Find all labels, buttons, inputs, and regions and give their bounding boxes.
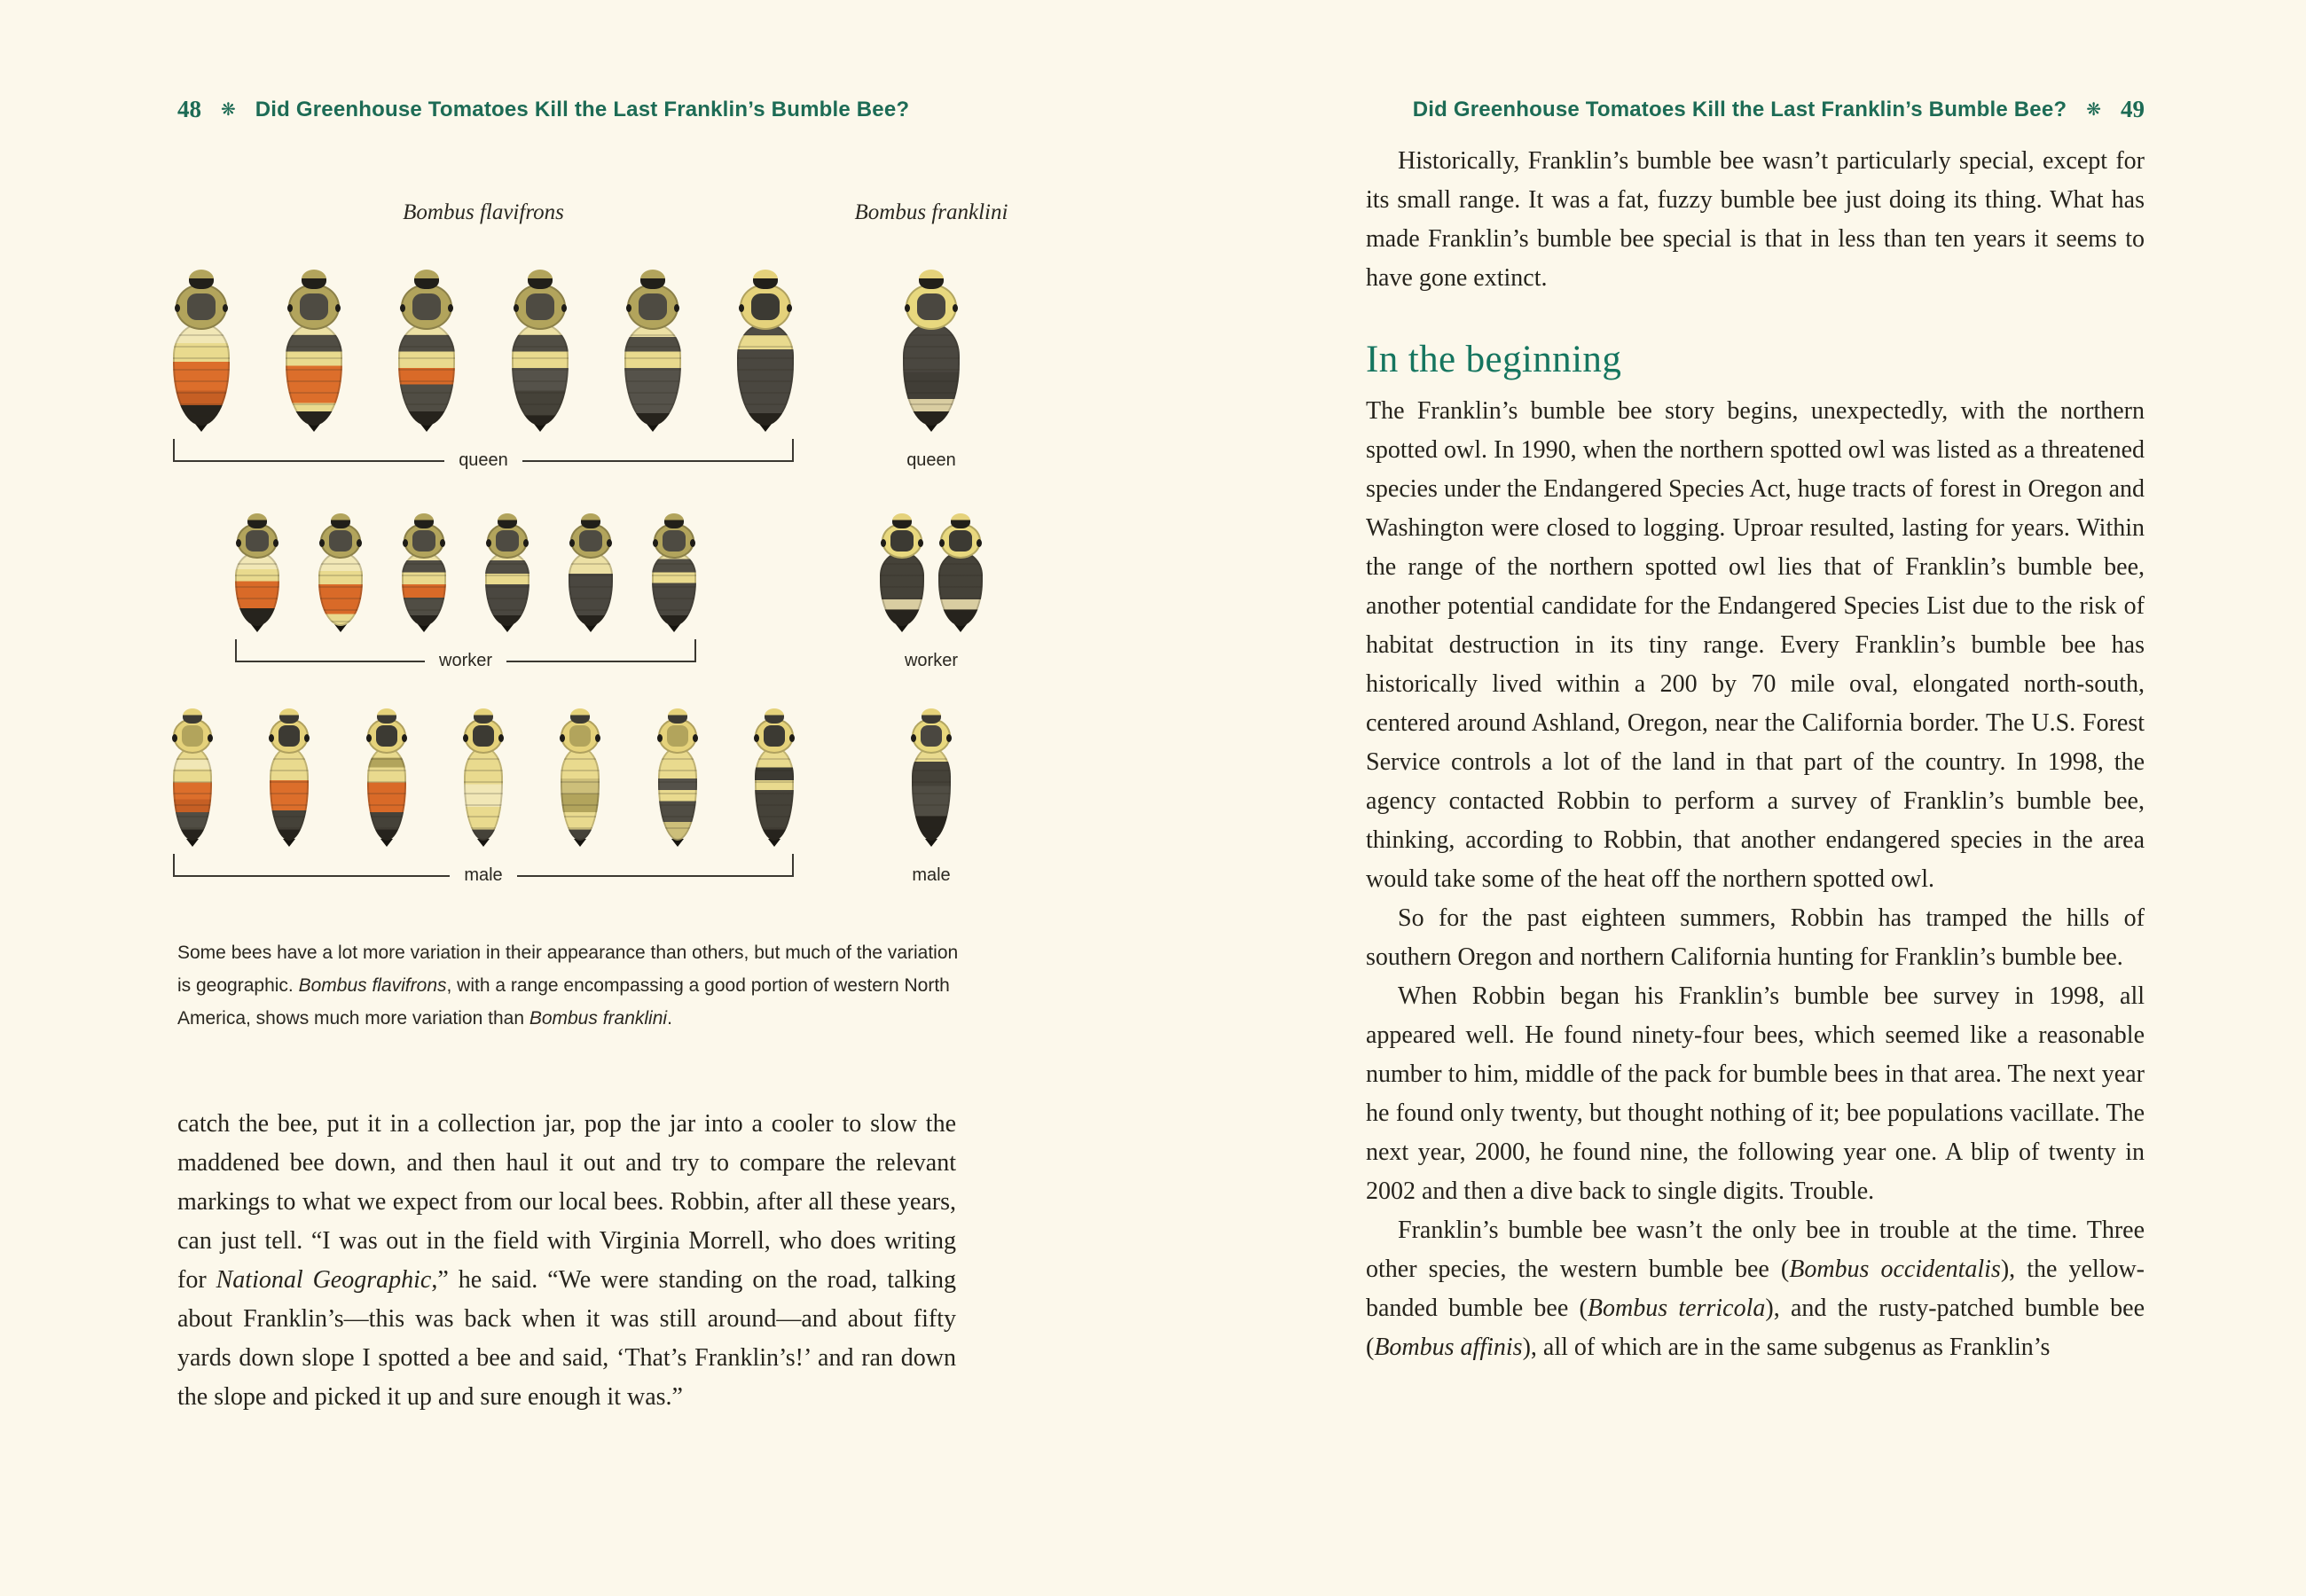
bee-illustration: [235, 513, 279, 632]
bracket-line: [237, 661, 425, 662]
bracket-tick: [173, 439, 175, 462]
bee-thorax: [912, 718, 951, 754]
text-segment: catch the bee, put it in a collection jar, pop the jar into a cooler to slow the maddened bee down, and then haul it out and try to compare the relevant markings to what we expect from our local bees. Robbin, after all these years, can just tell. “I was out in the field with Virginia Morrell, who does writing for: [177, 1110, 956, 1294]
bee-abdomen: [398, 323, 455, 426]
text-segment: So for the past eighteen summers, Robbin has tramped the hills of southern Oregon and northern California hunting for Franklin’s bumble bee.: [1366, 904, 2145, 971]
bee-abdomen: [624, 323, 681, 426]
bee-head: [302, 270, 326, 289]
bee-head: [414, 270, 439, 289]
bee-head: [581, 513, 600, 528]
bee-thorax: [658, 718, 697, 754]
bee-head: [570, 708, 590, 724]
bee-thorax-core: [921, 725, 942, 746]
bee-abdomen: [402, 552, 446, 626]
franklini-bees: [851, 708, 1011, 847]
bee-head: [668, 708, 687, 724]
bee-thorax: [320, 523, 361, 559]
bee-illustration: [903, 270, 960, 432]
bee-thorax-core: [751, 293, 780, 320]
bee-thorax: [940, 523, 981, 559]
bee-thorax-core: [412, 530, 435, 551]
bee-thorax-core: [412, 293, 441, 320]
flavifrons-bees: [235, 513, 696, 632]
bee-abdomen: [903, 323, 960, 426]
bee-head: [498, 513, 517, 528]
flavifrons-group: [235, 513, 696, 671]
bee-head: [331, 513, 350, 528]
figure-row-male: [173, 708, 1016, 886]
franklini-group: [851, 270, 1011, 471]
bee-abdomen: [658, 747, 697, 841]
bracket-tick: [694, 639, 696, 662]
bracket-tick: [173, 854, 175, 877]
bee-thorax: [464, 718, 503, 754]
bee-abdomen: [938, 552, 983, 626]
bee-abdomen: [235, 552, 279, 626]
bee-head: [892, 513, 912, 528]
running-head-title-left: Did Greenhouse Tomatoes Kill the Last Franklin’s Bumble Bee?: [255, 97, 910, 121]
bee-thorax: [401, 284, 452, 330]
bee-thorax-core: [473, 725, 494, 746]
bee-abdomen: [173, 323, 230, 426]
bee-illustration: [880, 513, 924, 632]
bee-illustration: [367, 708, 406, 847]
paragraph: [177, 1105, 956, 1417]
bracket-tick: [235, 639, 237, 662]
bee-abdomen: [880, 552, 924, 626]
asterisk-ornament-icon: ❋: [221, 100, 236, 120]
bee-illustration: [737, 270, 794, 432]
caste-label-male: male: [912, 865, 951, 885]
text-segment: .: [667, 1008, 672, 1029]
paragraph: [1366, 392, 2145, 899]
caste-bracket: [173, 854, 794, 886]
text-segment: When Robbin began his Franklin’s bumble bee survey in 1998, all appeared well. He found ninety-four bees, which seemed like a reasonable number to him, middle of the pack for bumble bees in that area. The next year he found only twenty, but thought nothing of it; bee populations vacillate. The next year, 2000, he found nine, the following year one. A blip of twenty in 2002 and then a dive back to single digits. Trouble.: [1366, 982, 2145, 1205]
paragraph: [1366, 899, 2145, 977]
bracket-line: [175, 460, 444, 462]
bee-thorax-core: [182, 725, 203, 746]
page-right: [1153, 0, 2306, 1596]
bracket-line: [506, 661, 694, 662]
franklini-group: [851, 513, 1011, 671]
caste-bracket: [173, 439, 794, 471]
bee-head: [474, 708, 493, 724]
bracket-line: [522, 460, 792, 462]
bee-head: [765, 708, 784, 724]
bee-thorax-core: [890, 530, 913, 551]
flavifrons-bees: [173, 270, 794, 432]
italic-text: National Geographic: [216, 1266, 432, 1294]
running-head-title-right: Did Greenhouse Tomatoes Kill the Last Franklin’s Bumble Bee?: [1412, 97, 2067, 121]
caste-label-worker: worker: [904, 651, 958, 670]
right-body-text: [1366, 142, 2145, 1367]
text-segment: ,” he said. “We were standing on the road, talking about Franklin’s—this was back when it was still around—and about fifty yards down slope I spotted a bee and said, ‘That’s Franklin’s!’ and ran down the slope and picked it up and sure enough it was.”: [177, 1266, 956, 1411]
bee-thorax: [514, 284, 566, 330]
bee-thorax: [367, 718, 406, 754]
bee-thorax-core: [246, 530, 268, 551]
bee-abdomen: [561, 747, 600, 841]
bee-thorax-core: [764, 725, 785, 746]
bee-abdomen: [318, 552, 363, 626]
bee-thorax: [570, 523, 611, 559]
bee-thorax: [487, 523, 528, 559]
caste-bracket: [235, 639, 696, 671]
bee-thorax-core: [329, 530, 351, 551]
page-number-right: 49: [2121, 96, 2145, 122]
bee-thorax: [173, 718, 212, 754]
running-header-right: [1366, 96, 2145, 123]
bee-thorax: [404, 523, 444, 559]
flavifrons-group: [173, 708, 794, 886]
bee-illustration: [624, 270, 681, 432]
bee-thorax-core: [667, 725, 688, 746]
bee-thorax-core: [278, 725, 300, 746]
bee-illustration: [912, 708, 951, 847]
bee-thorax: [288, 284, 340, 330]
italic-text: Bombus terricola: [1587, 1295, 1766, 1322]
bee-head: [951, 513, 970, 528]
italic-text: Bombus occidentalis: [1789, 1256, 2001, 1283]
bee-thorax: [906, 284, 957, 330]
bee-thorax: [176, 284, 227, 330]
bee-variation-figure: [173, 200, 1016, 886]
bee-thorax: [270, 718, 309, 754]
asterisk-ornament-icon: ❋: [2086, 100, 2101, 120]
section-heading: In the beginning: [1366, 339, 1622, 380]
text-segment: Historically, Franklin’s bumble bee wasn’t particularly special, except for its small range. It was a fat, fuzzy bumble bee just doing its thing. What has made Franklin’s bumble bee special is that in less than ten years it seems to have gone extinct.: [1366, 147, 2145, 292]
species-label-franklini: Bombus franklini: [854, 200, 1008, 224]
bee-illustration: [464, 708, 503, 847]
paragraph: [1366, 142, 2145, 298]
bee-abdomen: [569, 552, 613, 626]
franklini-bees: [851, 270, 1011, 432]
text-segment: ), and the rusty-patched bumble bee (: [1366, 1295, 2145, 1361]
caste-label-worker: worker: [439, 651, 493, 670]
bee-illustration: [512, 270, 569, 432]
figure-row-worker: [173, 513, 1016, 671]
text-segment: Some bees have a lot more variation in their appearance than others, but much of the variation is geographic.: [177, 943, 959, 996]
text-segment: Franklin’s bumble bee wasn’t the only bee in trouble at the time. Three other species, the western bumble bee (: [1366, 1217, 2145, 1283]
bee-thorax: [882, 523, 922, 559]
franklini-bees: [851, 513, 1011, 632]
bee-thorax-core: [639, 293, 667, 320]
bee-illustration: [173, 270, 230, 432]
species-labels-row: [173, 200, 1016, 225]
bee-head: [528, 270, 553, 289]
bee-thorax: [755, 718, 794, 754]
italic-text: Bombus flavifrons: [298, 975, 447, 996]
bee-head: [247, 513, 267, 528]
paragraph: [1366, 1211, 2145, 1367]
bee-thorax: [740, 284, 791, 330]
bee-head: [414, 513, 434, 528]
bee-abdomen: [755, 747, 794, 841]
paragraph: [1366, 977, 2145, 1211]
bee-thorax-core: [496, 530, 518, 551]
bee-illustration: [402, 513, 446, 632]
caste-label-queen: queen: [459, 450, 508, 470]
bee-head: [377, 708, 396, 724]
bee-abdomen: [912, 747, 951, 841]
bee-thorax: [561, 718, 600, 754]
bee-illustration: [658, 708, 697, 847]
text-segment: , with a range encompassing a good portion of western North America, shows much more variation than: [177, 975, 950, 1029]
franklini-group: [851, 708, 1011, 886]
text-segment: ), the yellow-banded bumble bee (: [1366, 1256, 2145, 1322]
bee-head: [919, 270, 944, 289]
bee-illustration: [270, 708, 309, 847]
text-segment: The Franklin’s bumble bee story begins, unexpectedly, with the northern spotted owl. In 1990, when the northern spotted owl was listed as a threatened species under the Endangered Species Act, huge tracts of forest in Oregon and Washington were closed to logging. Uproar resulted, lasting for years. Within the range of the northern spotted owl lies that of Franklin’s bumble bee, another potential candidate for the Endangered Species List due to the risk of habitat destruction in its tiny range. Every Franklin’s bumble bee has historically lived within a 200 by 70 mile oval, elongated north-south, centered around Ashland, Oregon, near the California border. The U.S. Forest Service controls a lot of the land in that part of the country. In 1998, the agency contacted Robbin to perform a survey of Franklin’s bumble bee, thinking, according to Robbin, that another endangered species in the area would take some of the heat off the northern spotted owl.: [1366, 397, 2145, 893]
running-header-left: [177, 96, 909, 123]
bee-abdomen: [286, 323, 342, 426]
bee-illustration: [569, 513, 613, 632]
figure-caption: [177, 936, 969, 1035]
bee-illustration: [755, 708, 794, 847]
bee-thorax-core: [917, 293, 945, 320]
bee-head: [664, 513, 684, 528]
bracket-tick: [792, 854, 794, 877]
flavifrons-group: [173, 270, 794, 471]
bee-abdomen: [512, 323, 569, 426]
figure-row-queen: [173, 270, 1016, 471]
bee-thorax-core: [569, 725, 591, 746]
bee-abdomen: [737, 323, 794, 426]
page-number-left: 48: [177, 96, 201, 122]
bee-illustration: [652, 513, 696, 632]
bee-abdomen: [464, 747, 503, 841]
bee-head: [189, 270, 214, 289]
bee-abdomen: [485, 552, 529, 626]
bee-illustration: [561, 708, 600, 847]
caste-label-male: male: [464, 865, 503, 885]
bee-illustration: [318, 513, 363, 632]
bee-abdomen: [367, 747, 406, 841]
bracket-line: [175, 875, 450, 877]
bee-thorax: [654, 523, 694, 559]
bee-thorax-core: [376, 725, 397, 746]
bee-illustration: [398, 270, 455, 432]
caste-label-queen: queen: [906, 450, 956, 470]
bee-illustration: [485, 513, 529, 632]
bracket-tick: [792, 439, 794, 462]
flavifrons-bees: [173, 708, 794, 847]
bee-rows: [173, 270, 1016, 886]
bee-head: [640, 270, 665, 289]
bee-illustration: [286, 270, 342, 432]
italic-text: Bombus franklini: [529, 1008, 668, 1029]
bee-head: [922, 708, 941, 724]
left-body-text: [177, 1105, 956, 1417]
italic-text: Bombus affinis: [1374, 1334, 1523, 1361]
bee-abdomen: [173, 747, 212, 841]
bee-thorax: [237, 523, 278, 559]
bee-thorax-core: [949, 530, 971, 551]
bee-illustration: [173, 708, 212, 847]
bee-thorax-core: [187, 293, 216, 320]
bee-head: [279, 708, 299, 724]
bee-thorax-core: [526, 293, 554, 320]
bee-abdomen: [270, 747, 309, 841]
bee-thorax: [627, 284, 678, 330]
species-label-flavifrons: Bombus flavifrons: [403, 200, 564, 224]
bee-abdomen: [652, 552, 696, 626]
bee-illustration: [938, 513, 983, 632]
bracket-line: [517, 875, 792, 877]
bee-head: [183, 708, 202, 724]
bee-thorax-core: [300, 293, 328, 320]
bee-head: [753, 270, 778, 289]
bee-thorax-core: [579, 530, 601, 551]
bee-thorax-core: [663, 530, 685, 551]
text-segment: ), all of which are in the same subgenus as Franklin’s: [1522, 1334, 2051, 1361]
